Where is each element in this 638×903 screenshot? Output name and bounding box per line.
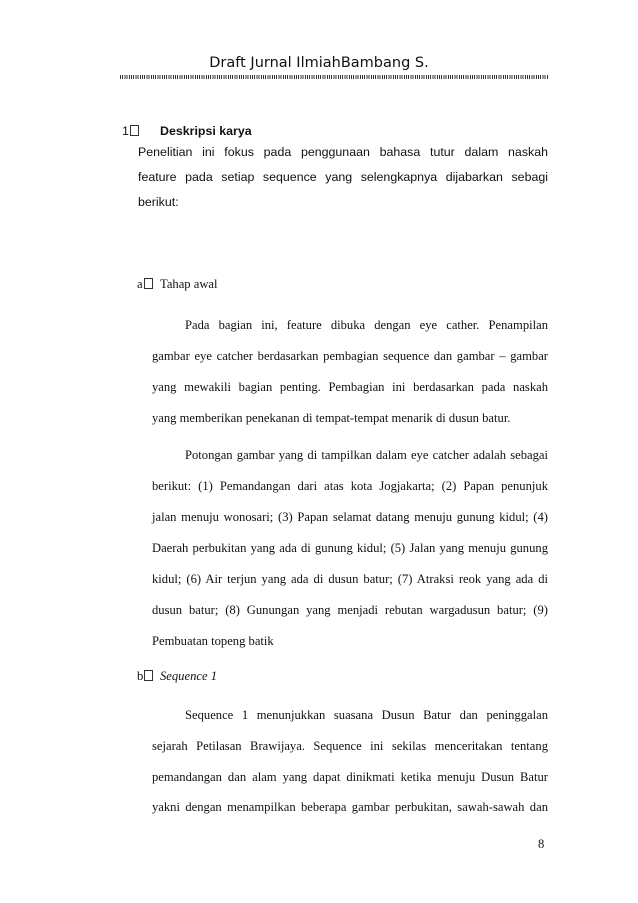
subsection-marker — [137, 277, 153, 292]
intro-line-2: feature pada setiap sequence yang selengkapnya dijabarkan sebagi — [138, 170, 548, 184]
intro-line — [138, 195, 179, 209]
section-number — [122, 124, 139, 138]
intro-line-3: berikut: — [138, 195, 179, 209]
intro-line-1: Penelitian ini fokus pada penggunaan bahasa tutur dalam naskah — [138, 145, 548, 159]
paragraph-line: yakni dengan menampilkan beberapa gambar perbukitan, sawah-sawah dan — [152, 800, 548, 814]
subsection-title: Sequence 1 — [160, 669, 217, 683]
missing-glyph-box-icon — [144, 670, 153, 681]
paragraph-line: dusun batur; (8) Gunungan yang menjadi rebutan wargadusun batur; (9) — [152, 603, 548, 617]
paragraph-line: pemandangan dan alam yang dapat dinikmati ketika menuju Dusun Batur — [152, 770, 548, 784]
paragraph-line: Pembuatan topeng batik — [152, 634, 274, 648]
section-title: Deskripsi karya — [160, 124, 252, 138]
paragraph-line: berikut: (1) Pemandangan dari atas kota Jogjakarta; (2) Papan penunjuk — [152, 479, 548, 493]
paragraph-line: yang memberikan penekanan di tempat-tempat menarik di dusun batur. — [152, 411, 511, 425]
intro-line — [138, 170, 548, 184]
paragraph-line: sejarah Petilasan Brawijaya. Sequence ini sekilas menceritakan tentang — [152, 739, 548, 753]
missing-glyph-box-icon — [144, 278, 153, 289]
subsection-title: Tahap awal — [160, 277, 218, 291]
paragraph-line: Daerah perbukitan yang ada di gunung kidul; (5) Jalan yang menuju gunung — [152, 541, 548, 555]
paragraph-line: Sequence 1 menunjukkan suasana Dusun Batur dan peninggalan — [185, 708, 548, 722]
section-number-text: 1 — [122, 124, 129, 138]
header-dotted-rule — [120, 75, 548, 79]
paragraph-line: yang mewakili bagian penting. Pembagian ini berdasarkan pada naskah — [152, 380, 548, 394]
paragraph-line: Potongan gambar yang di tampilkan dalam eye catcher adalah sebagai — [185, 448, 548, 462]
page-header-title: Draft Jurnal IlmiahBambang S. — [209, 55, 429, 71]
intro-line — [138, 145, 548, 159]
paragraph-line: kidul; (6) Air terjun yang ada di dusun batur; (7) Atraksi reok yang ada di — [152, 572, 548, 586]
subsection-marker-letter: b — [137, 669, 144, 683]
missing-glyph-box-icon — [130, 125, 139, 136]
paragraph-line: Pada bagian ini, feature dibuka dengan eye cather. Penampilan — [185, 318, 548, 332]
paragraph-line: jalan menuju wonosari; (3) Papan selamat datang menuju gunung kidul; (4) — [152, 510, 548, 524]
subsection-marker — [137, 669, 153, 684]
page-number: 8 — [538, 837, 545, 851]
subsection-marker-letter: a — [137, 277, 143, 291]
paragraph-line: gambar eye catcher berdasarkan pembagian sequence dan gambar – gambar — [152, 349, 548, 363]
